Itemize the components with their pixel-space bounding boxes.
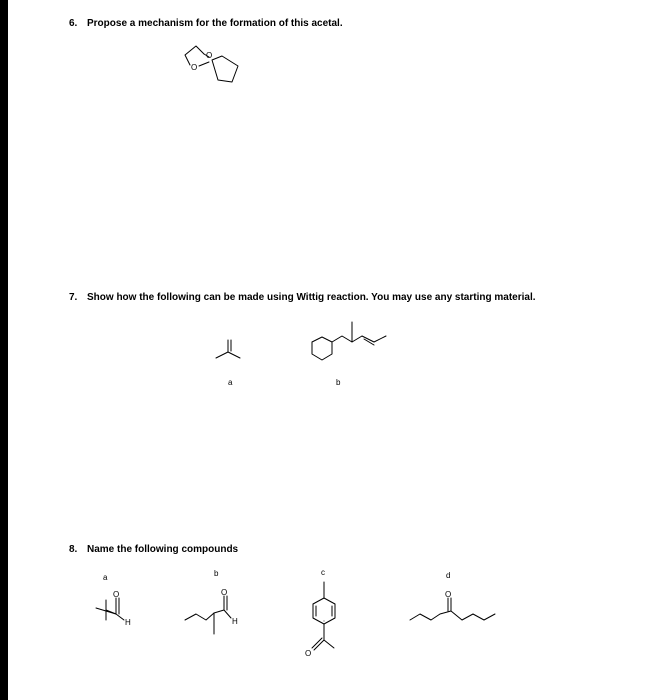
q8-label-c: c: [321, 568, 325, 577]
question-7-number: 7.: [69, 292, 78, 303]
q8-label-a: a: [103, 573, 108, 582]
question-8-text: Name the following compounds: [87, 544, 239, 555]
question-6-number: 6.: [69, 18, 78, 29]
q8b-oxygen: O: [221, 588, 228, 597]
q8a-hydrogen: H: [125, 618, 131, 627]
q8a-structure: [96, 590, 131, 627]
acetal-oxygen-top: O: [206, 51, 213, 60]
q8b-hydrogen: H: [232, 617, 238, 626]
q7a-structure: [216, 340, 240, 358]
q8c-oxygen: O: [305, 649, 312, 658]
q8-label-b: b: [214, 569, 219, 578]
acetal-structure: [185, 46, 238, 82]
q8-label-d: d: [446, 571, 451, 580]
q8d-structure: [410, 590, 495, 620]
q8c-structure: [305, 582, 335, 658]
question-7-text: Show how the following can be made using Wittig reaction. You may use any starting material.: [87, 292, 536, 303]
q8b-structure: [185, 588, 238, 634]
question-8-number: 8.: [69, 544, 78, 555]
q7b-structure: [312, 322, 386, 360]
q7-label-b: b: [336, 378, 341, 387]
q8a-oxygen: O: [113, 590, 120, 599]
acetal-oxygen-bottom: O: [191, 63, 198, 72]
q7-label-a: a: [228, 378, 233, 387]
question-6-text: Propose a mechanism for the formation of this acetal.: [87, 18, 343, 29]
q8d-oxygen: O: [445, 590, 452, 599]
